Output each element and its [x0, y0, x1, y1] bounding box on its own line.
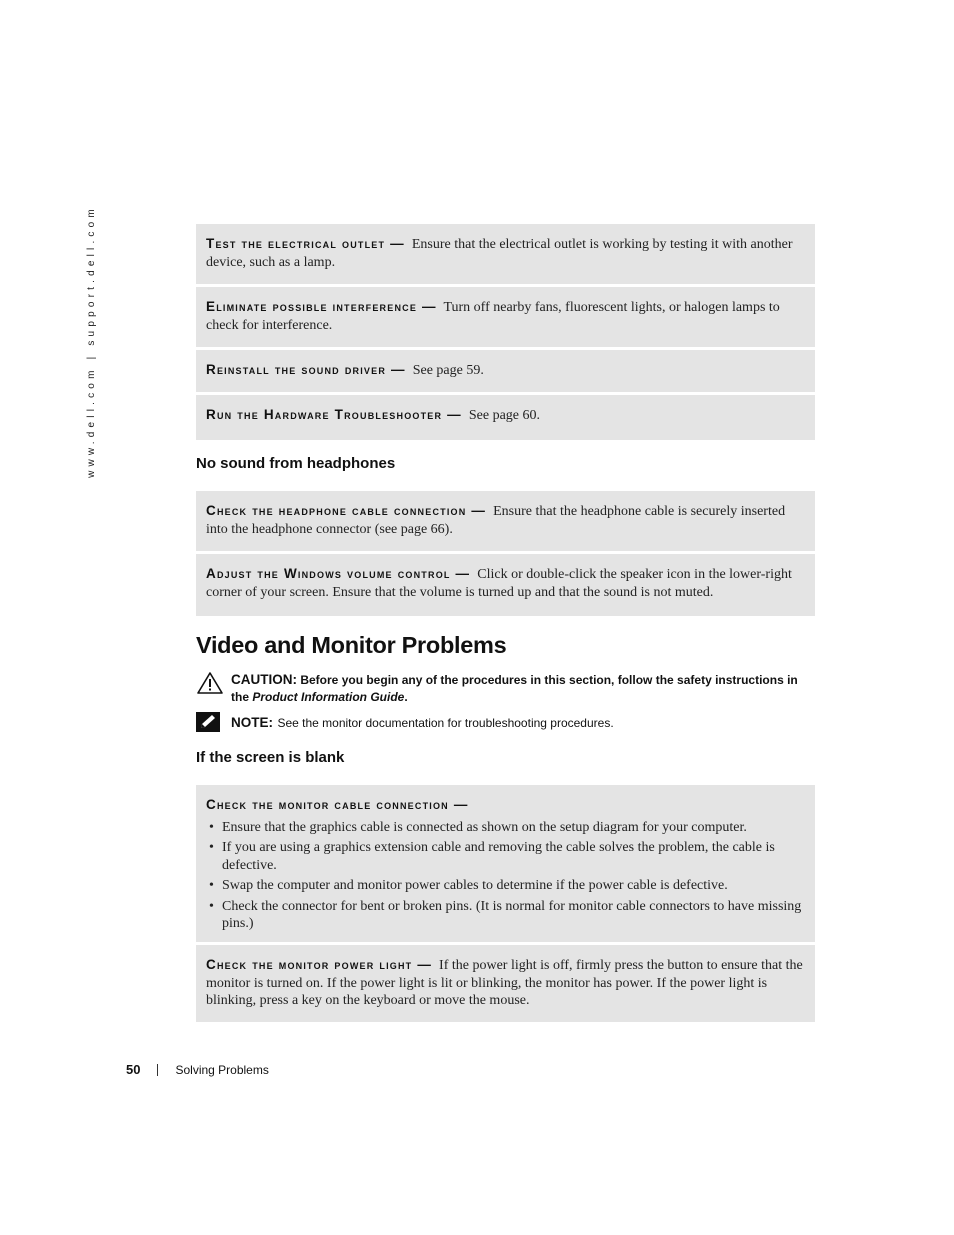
- list-item: • If you are using a graphics extension cable and removing the cable solves the problem, the cable is defective.: [222, 839, 805, 874]
- tip-box-hardware-troubleshooter: [196, 395, 815, 440]
- list-item: • Swap the computer and monitor power cables to determine if the power cable is defective.: [222, 877, 805, 895]
- list-item: • Ensure that the graphics cable is connected as shown on the setup diagram for your computer.: [222, 819, 805, 837]
- tip-heading: Run the Hardware Troubleshooter —: [206, 407, 462, 422]
- tip-text: See page 59.: [412, 363, 484, 378]
- page-number: 50: [126, 1062, 141, 1077]
- tip-text: Click or double-click the speaker icon in the lower-right corner of your screen. Ensure that the volume is turned up and that the sound is not muted.: [206, 567, 792, 600]
- page-content: [196, 224, 815, 1022]
- note-label: NOTE:: [231, 715, 273, 730]
- sidebar-url-text: www.dell.com | support.dell.com: [85, 204, 97, 478]
- footer-divider: [157, 1064, 158, 1076]
- note-notice: [196, 714, 815, 732]
- tip-heading: Reinstall the sound driver —: [206, 362, 406, 377]
- tip-text: Turn off nearby fans, fluorescent lights, or halogen lamps to check for interference.: [206, 300, 780, 333]
- caution-text: Before you begin any of the procedures in this section, follow the safety instructions in the: [231, 673, 798, 704]
- page-footer: [126, 1062, 269, 1077]
- tip-heading: Test the electrical outlet —: [206, 236, 405, 251]
- tip-box-interference: [196, 287, 815, 350]
- tip-heading: Check the monitor power light —: [206, 957, 433, 972]
- tip-box-monitor-power-light: [196, 945, 815, 1022]
- tip-box-electrical-outlet: [196, 224, 815, 287]
- tip-heading: Eliminate possible interference —: [206, 299, 437, 314]
- tip-box-headphone-cable: [196, 491, 815, 554]
- tip-heading: Adjust the Windows volume control —: [206, 566, 471, 581]
- bullet-list: [206, 819, 805, 933]
- sidebar-url: [84, 204, 98, 478]
- section-title-blank-screen: If the screen is blank: [196, 749, 345, 766]
- pencil-note-icon: [196, 712, 220, 737]
- caution-end: .: [404, 690, 408, 704]
- tip-box-monitor-cable: [196, 785, 815, 945]
- footer-section: Solving Problems: [175, 1062, 269, 1077]
- caution-guide-name: Product Information Guide: [252, 690, 405, 704]
- section-title-headphones: No sound from headphones: [196, 455, 396, 472]
- tip-box-sound-driver: [196, 350, 815, 395]
- note-text: See the monitor documentation for troubleshooting procedures.: [277, 716, 614, 730]
- list-item: • Check the connector for bent or broken pins. (It is normal for monitor cable connectors to have missing pins.): [222, 898, 805, 933]
- page-title-video-monitor: Video and Monitor Problems: [196, 632, 507, 658]
- tip-text: If the power light is off, firmly press the button to ensure that the monitor is turned on. If the power light is lit or blinking, the monitor has power. If the power light is blinking, press a key on the keyboard or move the mouse.: [206, 958, 803, 1008]
- caution-notice: [196, 671, 815, 706]
- tip-text: See page 60.: [468, 408, 541, 423]
- tip-box-volume-control: [196, 554, 815, 616]
- tip-heading: Check the headphone cable connection —: [206, 503, 487, 518]
- tip-text: Ensure that the headphone cable is securely inserted into the headphone connector (see page 66).: [206, 504, 786, 537]
- tip-text: Ensure that the electrical outlet is working by testing it with another device, such as a lamp.: [206, 237, 793, 270]
- warning-triangle-icon: [196, 671, 224, 700]
- caution-label: CAUTION:: [231, 672, 297, 687]
- tip-heading: Check the monitor cable connection —: [206, 797, 469, 812]
